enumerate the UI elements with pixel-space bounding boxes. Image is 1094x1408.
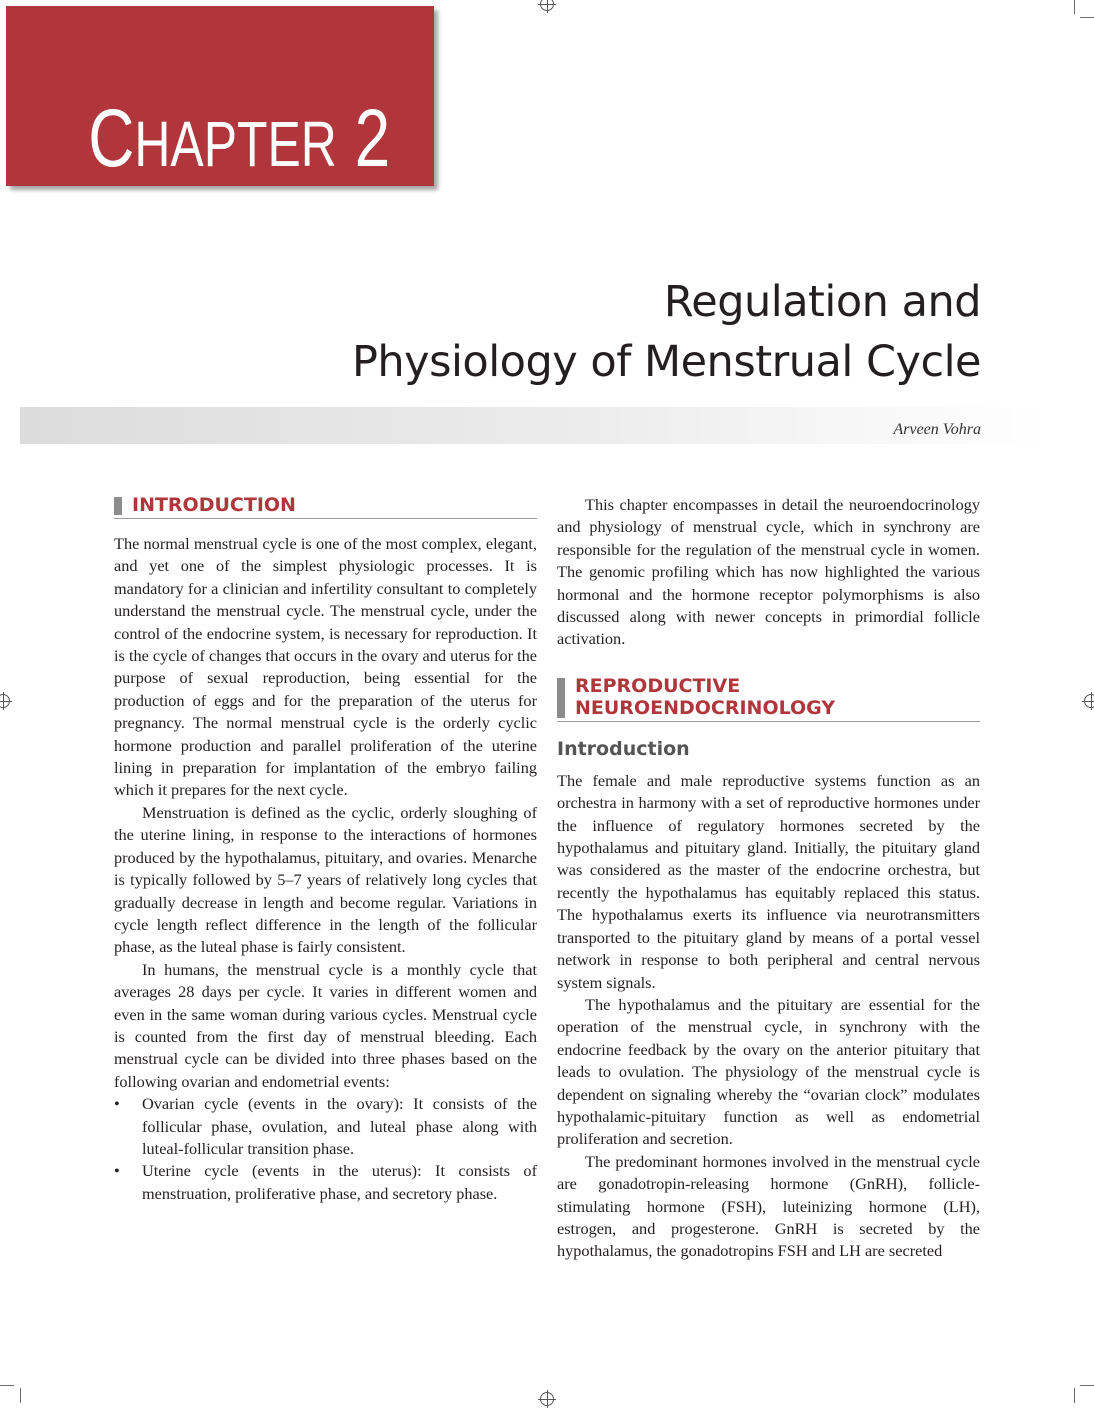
crop-mark bbox=[0, 1385, 14, 1386]
paragraph: The normal menstrual cycle is one of the most complex, elegant, and yet one of the simplest physiologic processes. It is mandatory for a clinician and infertility consultant to completely understand the menstrual cycle. The menstrual cycle, under the control of the endocrine system, is necessary for reproduction. It is the cycle of changes that occurs in the ovary and uterus for the purpose of sexual reproduction, being essential for the production of eggs and for the preparation of the uterus for pregnancy. The normal menstrual cycle is the orderly cyclic hormone production and parallel proliferation of the uterine lining in preparation for implantation of the embryo failing which it prepares for the next cycle. bbox=[114, 534, 537, 800]
chapter-banner bbox=[6, 6, 434, 186]
crop-mark bbox=[1074, 1388, 1075, 1403]
section-heading-introduction: INTRODUCTION bbox=[114, 494, 537, 519]
chapter-title-line-1: Regulation and bbox=[663, 277, 981, 327]
paragraph: The female and male reproductive systems function as an orchestra in harmony with a set of reproductive hormones under the influence of regulatory hormones secreted by the hypothalamus and pituitary gland. Initially, the pituitary gland was considered as the master of the endocrine orchestra, but recently the hypothalamus has equitably replaced this status. The hypothalamus exerts its influence via neurotransmitters transported to the pituitary gland by means of a portal vessel network in response to both peripheral and central nervous system signals. bbox=[557, 770, 980, 992]
crop-mark bbox=[1080, 17, 1094, 18]
chapter-title-line-2: Physiology of Menstrual Cycle bbox=[351, 337, 981, 387]
section-heading-reproductive-neuroendocrinology: REPRODUCTIVE NEUROENDOCRINOLOGY bbox=[557, 675, 980, 722]
right-column bbox=[557, 494, 980, 1263]
list-item: • Uterine cycle (events in the uterus): It consists of menstruation, proliferative phase, and secretory phase. bbox=[114, 1160, 537, 1205]
subheading-introduction: Introduction bbox=[557, 737, 690, 760]
left-column bbox=[114, 494, 537, 1205]
bullet-list bbox=[114, 1093, 537, 1205]
registration-mark-icon bbox=[1084, 694, 1094, 708]
crop-mark bbox=[1074, 0, 1075, 14]
paragraph: In humans, the menstrual cycle is a monthly cycle that averages 28 days per cycle. It varies in different women and even in the same woman during various cycles. Menstrual cycle is counted from the first day of menstrual bleeding. Each menstrual cycle can be divided into three phases based on the following ovarian and endometrial events: bbox=[114, 959, 537, 1091]
paragraph: Menstruation is defined as the cyclic, orderly sloughing of the uterine lining, in response to the interactions of hormones produced by the hypothalamus, pituitary, and ovaries. Menarche is typically followed by 5–7 years of relatively long cycles that gradually decrease in length and become regular. Variations in cycle length reflect difference in the length of the follicular phase, as the luteal phase is fairly consistent. bbox=[114, 802, 537, 957]
chapter-title bbox=[352, 272, 981, 392]
crop-mark bbox=[1080, 1385, 1094, 1386]
crop-mark bbox=[20, 1388, 21, 1403]
registration-mark-icon bbox=[0, 694, 10, 708]
registration-mark-icon bbox=[540, 0, 554, 11]
paragraph: The predominant hormones involved in the menstrual cycle are gonadotropin-releasing hormone (GnRH), follicle-stimulating hormone (FSH), luteinizing hormone (LH), estrogen, and progesterone. GnRH is secreted by the hypothalamus, the gonadotropins FSH and LH are secreted bbox=[557, 1151, 980, 1261]
list-item: • Ovarian cycle (events in the ovary): It consists of the follicular phase, ovulation, and luteal phase along with luteal-follicular transition phase. bbox=[114, 1093, 537, 1160]
paragraph: This chapter encompasses in detail the neuroendocrinology and physiology of menstrual cycle, which in synchrony are responsible for the regulation of the menstrual cycle in women. The genomic profiling which has now highlighted the various hormonal and the hormone receptor polymorphisms is also discussed along with newer concepts in primordial follicle activation. bbox=[557, 495, 980, 649]
author-name: Arveen Vohra bbox=[893, 421, 981, 438]
registration-mark-icon bbox=[540, 1392, 554, 1406]
chapter-label: CHAPTER 2 bbox=[87, 93, 390, 184]
paragraph: The hypothalamus and the pituitary are essential for the operation of the menstrual cycle, in synchrony with the endocrine feedback by the ovary on the anterior pituitary that leads to ovulation. The physiology of the menstrual cycle is dependent on signaling whereby the “ovarian clock” modulates hypothalamic-pituitary function as well as endometrial proliferation and secretion. bbox=[557, 994, 980, 1149]
